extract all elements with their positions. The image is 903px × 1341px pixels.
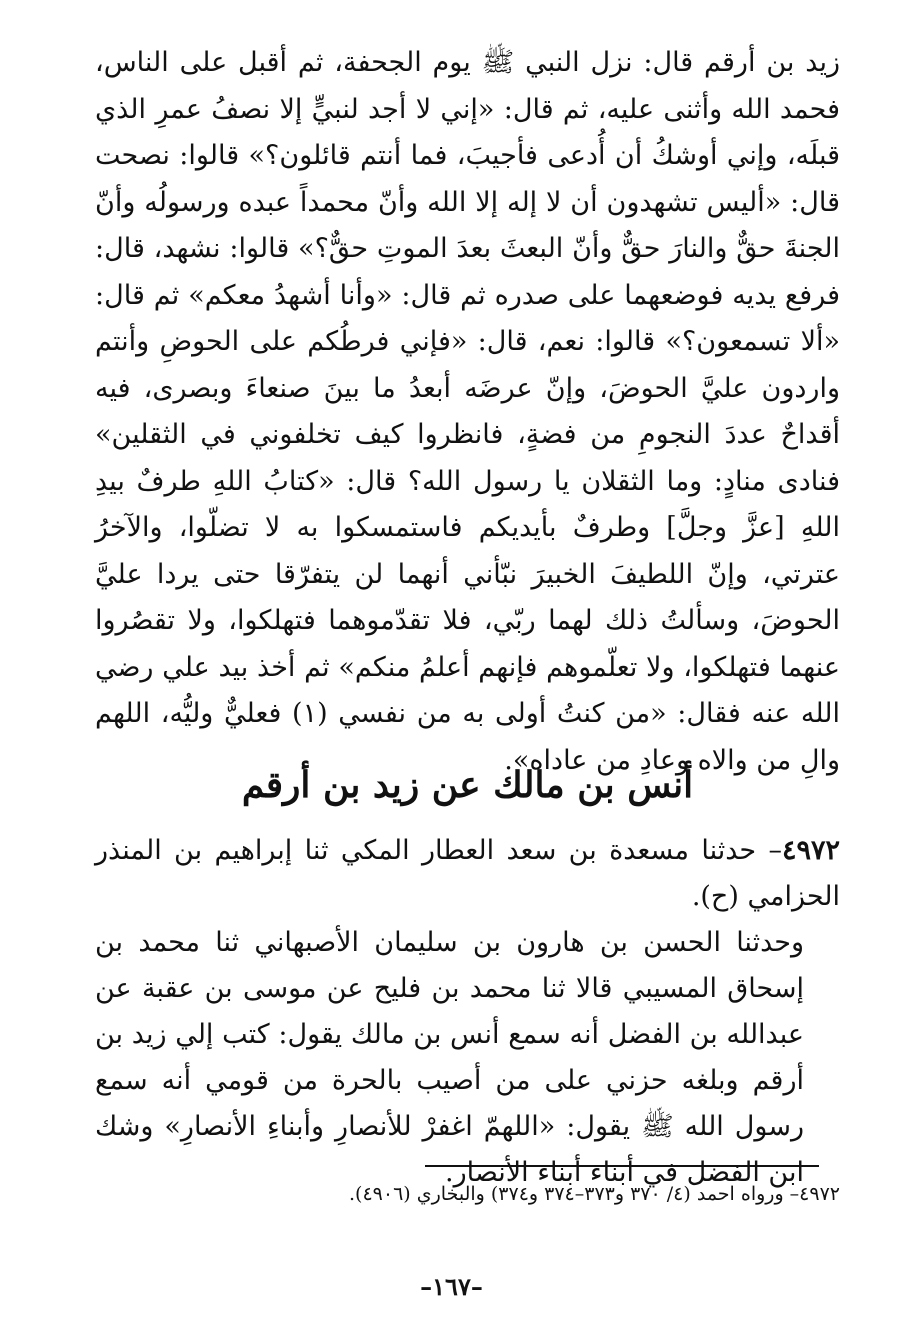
hadith-isnad-first xyxy=(95,828,840,920)
hadith-isnad-text: – حدثنا مسعدة بن سعد العطار المكي ثنا إبراهيم بن المنذر الحزامي (ح). xyxy=(95,835,840,912)
hadith-isnad-second: وحدثنا الحسن بن هارون بن سليمان الأصبهاني ثنا محمد بن إسحاق المسيبي قالا ثنا محمد بن فليح عن موسى بن عقبة عن عبدالله بن الفضل أنه سمع أنس بن مالك يقول: كتب إلي زيد بن أرقم وبلغه حزني على من أصيب بالحرة من قومي أنه سمع رسول الله ﷺ يقول: «اللهمّ اغفرْ للأنصارِ وأبناءِ الأنصارِ» وشك ابن الفضل في أبناء أبناء الأنصار. xyxy=(95,927,804,1188)
main-hadith-paragraph: زيد بن أرقم قال: نزل النبي ﷺ يوم الجحفة، ثم أقبل على الناس، فحمد الله وأثنى عليه، ثم قال: «إني لا أجد لنبيٍّ إلا نصفُ عمرِ الذي قبلَه، وإني أوشكُ أن أُدعى فأجيبَ، فما أنتم قائلون؟» قالوا: نصحت قال: «أليس تشهدون أن لا إله إلا الله وأنّ محمداً عبده ورسولُه وأنّ الجنةَ حقٌّ والنارَ حقٌّ وأنّ البعثَ بعدَ الموتِ حقٌّ؟» قالوا: نشهد، قال: فرفع يديه فوضعهما على صدره ثم قال: «وأنا أشهدُ معكم» ثم قال: «ألا تسمعون؟» قالوا: نعم، قال: «فإني فرطُكم على الحوضِ وأنتم واردون عليَّ الحوضَ، وإنّ عرضَه أبعدُ ما بينَ صنعاءَ وبصرى، فيه أقداحٌ عددَ النجومِ من فضةٍ، فانظروا كيف تخلفوني في الثقلين» فنادى منادٍ: وما الثقلان يا رسول الله؟ قال: «كتابُ اللهِ طرفٌ بيدِ اللهِ [عزَّ وجلَّ] وطرفٌ بأيديكم فاستمسكوا به لا تضلّوا، والآخرُ عترتي، وإنّ اللطيفَ الخبيرَ نبّأني أنهما لن يتفرّقا حتى يردا عليَّ الحوضَ، وسألتُ ذلك لهما ربّي، فلا تقدّموهما فتهلكوا، ولا تقصُروا عنهما فتهلكوا، ولا تعلّموهم فإنهم أعلمُ منكم» ثم أخذ بيد علي رضي الله عنه فقال: «من كنتُ أولى به من نفسي (١) فعليٌّ وليُّه، اللهم والِ من والاه وعادِ من عاداه». xyxy=(95,47,840,776)
footnote-divider xyxy=(425,1165,819,1167)
page-number: –١٦٧– xyxy=(420,1272,483,1301)
hadith-block xyxy=(95,828,840,1196)
section-heading: أنس بن مالك عن زيد بن أرقم xyxy=(241,764,694,806)
footnote: ٤٩٧٢– ورواه احمد (٤/ ٣٧٠ و٣٧٣–٣٧٤ و٣٧٤) والبخاري (٤٩٠٦). xyxy=(349,1183,840,1205)
hadith-number: ٤٩٧٢ xyxy=(781,835,840,866)
